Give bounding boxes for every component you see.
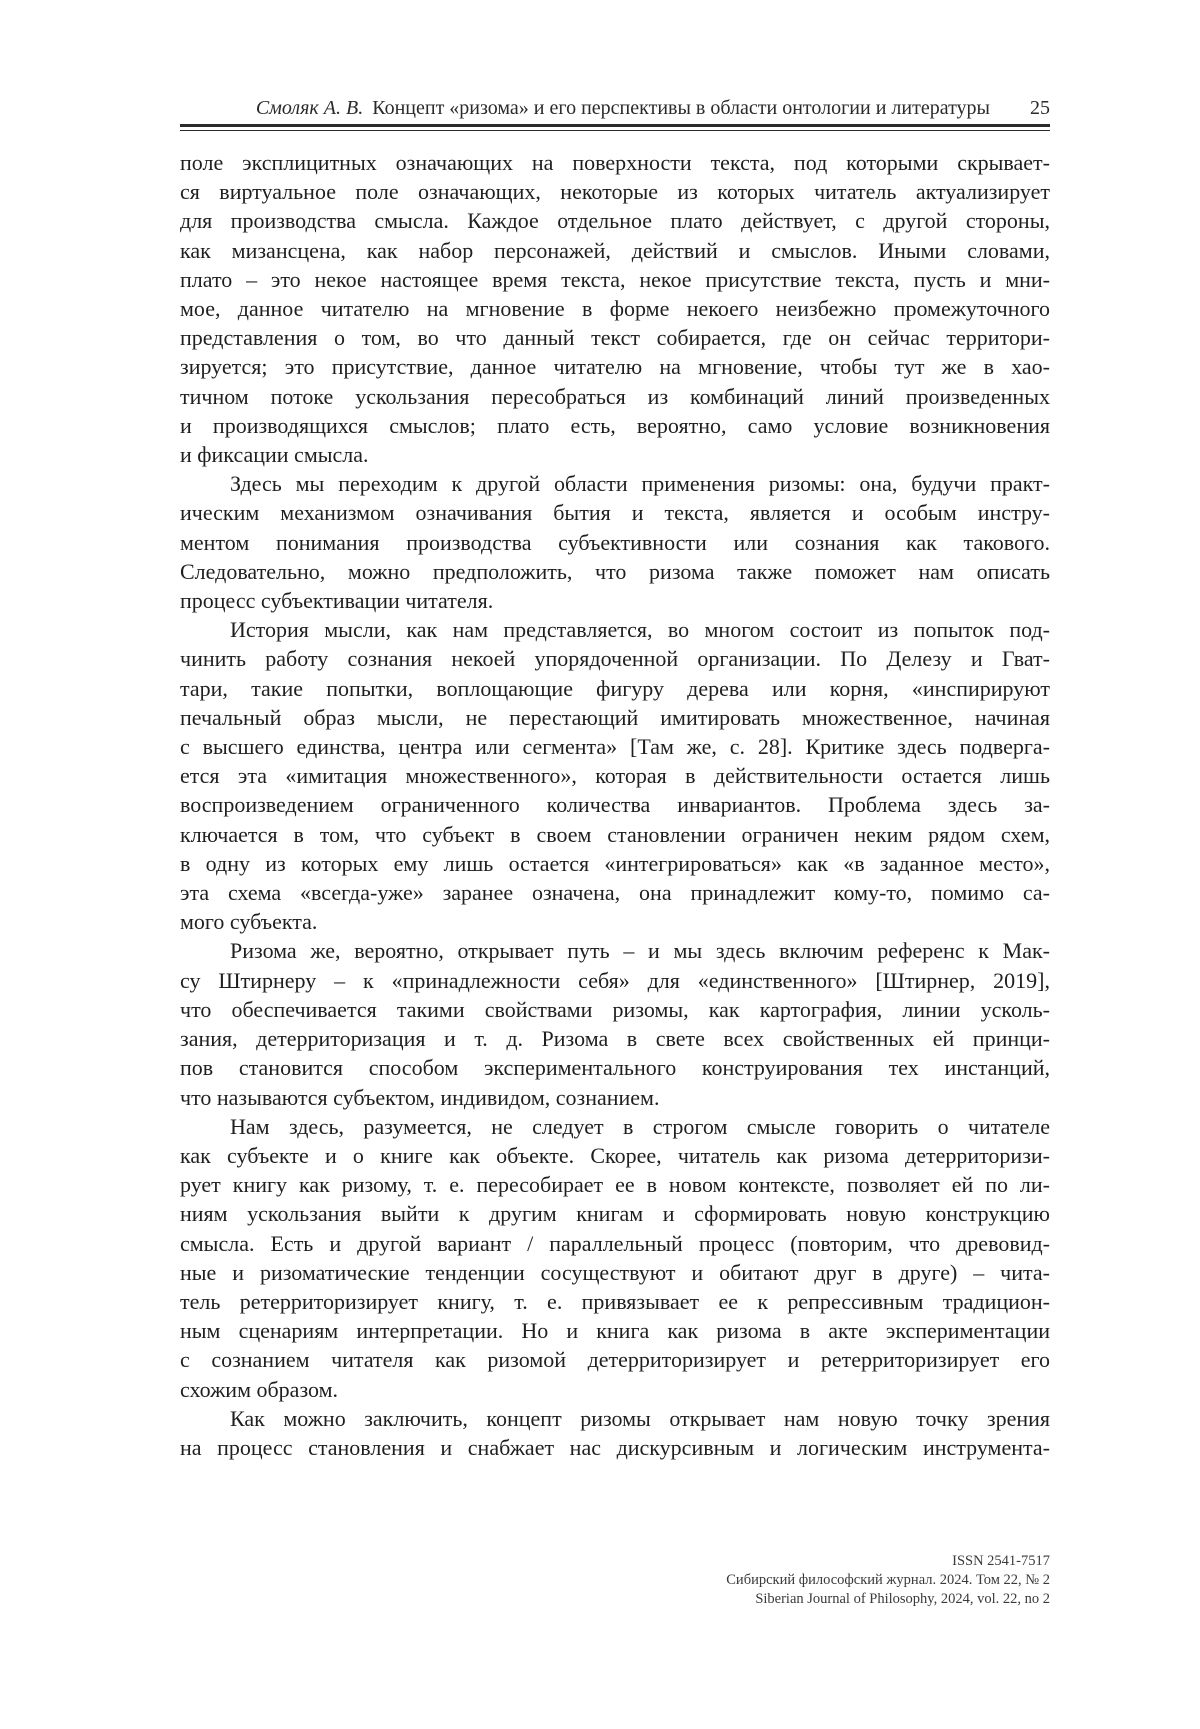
text-line: ные и ризоматические тенденции сосуществуют и обитают друг в друге) – чита- (180, 1259, 1050, 1285)
text-line: Ризома же, вероятно, открывает путь – и мы здесь включим референс к Мак- (230, 938, 1050, 964)
text-line: эта схема «всегда-уже» заранее означена, она принадлежит кому-то, помимо са- (180, 880, 1050, 906)
header-rule-thin (180, 130, 1050, 131)
paragraph-1 (180, 148, 1050, 469)
text-line: смысла. Есть и другой вариант / параллельный процесс (повторим, что древовид- (180, 1230, 1050, 1256)
text-line: что обеспечивается такими свойствами ризомы, как картография, линии усколь- (180, 996, 1050, 1022)
text-line: и фиксации смысла. (180, 442, 369, 468)
paragraph-4 (180, 936, 1050, 1111)
text-line: и производящихся смыслов; плато есть, вероятно, само условие возникновения (180, 412, 1050, 438)
text-line: су Штирнеру – к «принадлежности себя» для «единственного» [Штирнер, 2019], (180, 967, 1050, 993)
journal-title-en: Siberian Journal of Philosophy, 2024, vol. 22, no 2 (755, 1591, 1050, 1607)
issn: ISSN 2541-7517 (952, 1553, 1050, 1569)
text-line: зируется; это присутствие, данное читателю на мгновение, чтобы тут же в хао- (180, 354, 1050, 380)
text-line: тичном потоке ускользания пересобраться из комбинаций линий произведенных (180, 383, 1050, 409)
text-line: поле эксплицитных означающих на поверхности текста, под которыми скрывает- (180, 150, 1050, 175)
text-line: ическим механизмом означивания бытия и текста, является и особым инстру- (180, 500, 1050, 526)
text-line: Нам здесь, разумеется, не следует в строгом смысле говорить о читателе (230, 1113, 1050, 1139)
text-line: Как можно заключить, концепт ризомы открывает нам новую точку зрения (230, 1405, 1050, 1431)
text-line: для производства смысла. Каждое отдельное плато действует, с другой стороны, (180, 208, 1050, 234)
text-line: как мизансцена, как набор персонажей, действий и смыслов. Иными словами, (180, 237, 1050, 263)
header-rule-thick (180, 124, 1050, 127)
text-line: в одну из которых ему лишь остается «интегрироваться» как «в заданное место», (180, 850, 1050, 876)
text-line: мого субъекта. (180, 909, 318, 935)
text-line: воспроизведением ограниченного количества инвариантов. Проблема здесь за- (180, 792, 1050, 818)
text-line: ся виртуальное поле означающих, некоторые из которых читатель актуализирует (180, 179, 1050, 205)
running-head (180, 96, 1050, 120)
paragraph-5 (180, 1112, 1050, 1404)
text-line: ется эта «имитация множественного», которая в действительности остается лишь (180, 763, 1050, 789)
text-line: представления о том, во что данный текст собирается, где он сейчас территори- (180, 325, 1050, 351)
text-line: Следовательно, можно предположить, что ризома также поможет нам описать (180, 558, 1050, 584)
page-number: 25 (1030, 97, 1050, 119)
text-line: пов становится способом экспериментального конструирования тех инстанций, (180, 1055, 1050, 1081)
running-head-title: Концепт «ризома» и его перспективы в области онтологии и литературы (372, 97, 990, 119)
text-line: тари, такие попытки, воплощающие фигуру дерева или корня, «инспирируют (180, 675, 1050, 701)
paragraph-3 (180, 615, 1050, 936)
text-line: зания, детерриторизация и т. д. Ризома в свете всех свойственных ей принци- (180, 1026, 1050, 1052)
text-line: с сознанием читателя как ризомой детерриторизирует и ретерриторизирует его (180, 1347, 1050, 1373)
text-line: как субъекте и о книге как объекте. Скорее, читатель как ризома детерриторизи- (180, 1142, 1050, 1168)
text-line: мое, данное читателю на мгновение в форме некоего неизбежно промежуточного (180, 296, 1050, 322)
text-line: Здесь мы переходим к другой области применения ризомы: она, будучи практ- (230, 471, 1050, 497)
text-line: ным сценариям интерпретации. Но и книга как ризома в акте экспериментации (180, 1318, 1050, 1344)
running-head-author: Смоляк А. В. (255, 97, 364, 119)
text-line: с высшего единства, центра или сегмента» [Там же, с. 28]. Критике здесь подверга- (180, 734, 1050, 760)
paragraph-6 (180, 1404, 1050, 1462)
paragraph-2 (180, 469, 1050, 615)
text-line: процесс субъективации читателя. (180, 588, 494, 614)
text-line: чинить работу сознания некоей упорядоченной организации. По Делезу и Гват- (180, 646, 1050, 672)
text-line: печальный образ мысли, не перестающий имитировать множественное, начиная (180, 704, 1050, 730)
text-line: схожим образом. (180, 1376, 339, 1402)
text-line: ниям ускользания выйти к другим книгам и сформировать новую конструкцию (180, 1201, 1050, 1227)
journal-title-ru: Сибирский философский журнал. 2024. Том 22, № 2 (726, 1572, 1050, 1588)
text-line: рует книгу как ризому, т. е. пересобирает ее в новом контексте, позволяет ей по ли- (180, 1172, 1050, 1198)
text-line: что называются субъектом, индивидом, сознанием. (180, 1084, 660, 1110)
text-line: ключается в том, что субъект в своем становлении ограничен неким рядом схем, (180, 821, 1050, 847)
text-line: на процесс становления и снабжает нас дискурсивным и логическим инструмента- (180, 1434, 1050, 1460)
journal-footer (726, 1552, 1050, 1609)
text-line: плато – это некое настоящее время текста, некое присутствие текста, пусть и мни- (180, 266, 1050, 292)
text-line: История мысли, как нам представляется, во многом состоит из попыток под- (230, 617, 1050, 643)
text-line: ментом понимания производства субъективности или сознания как такового. (180, 529, 1050, 555)
article-body (180, 148, 1050, 1462)
text-line: тель ретерриторизирует книгу, т. е. привязывает ее к репрессивным традицион- (180, 1288, 1050, 1314)
